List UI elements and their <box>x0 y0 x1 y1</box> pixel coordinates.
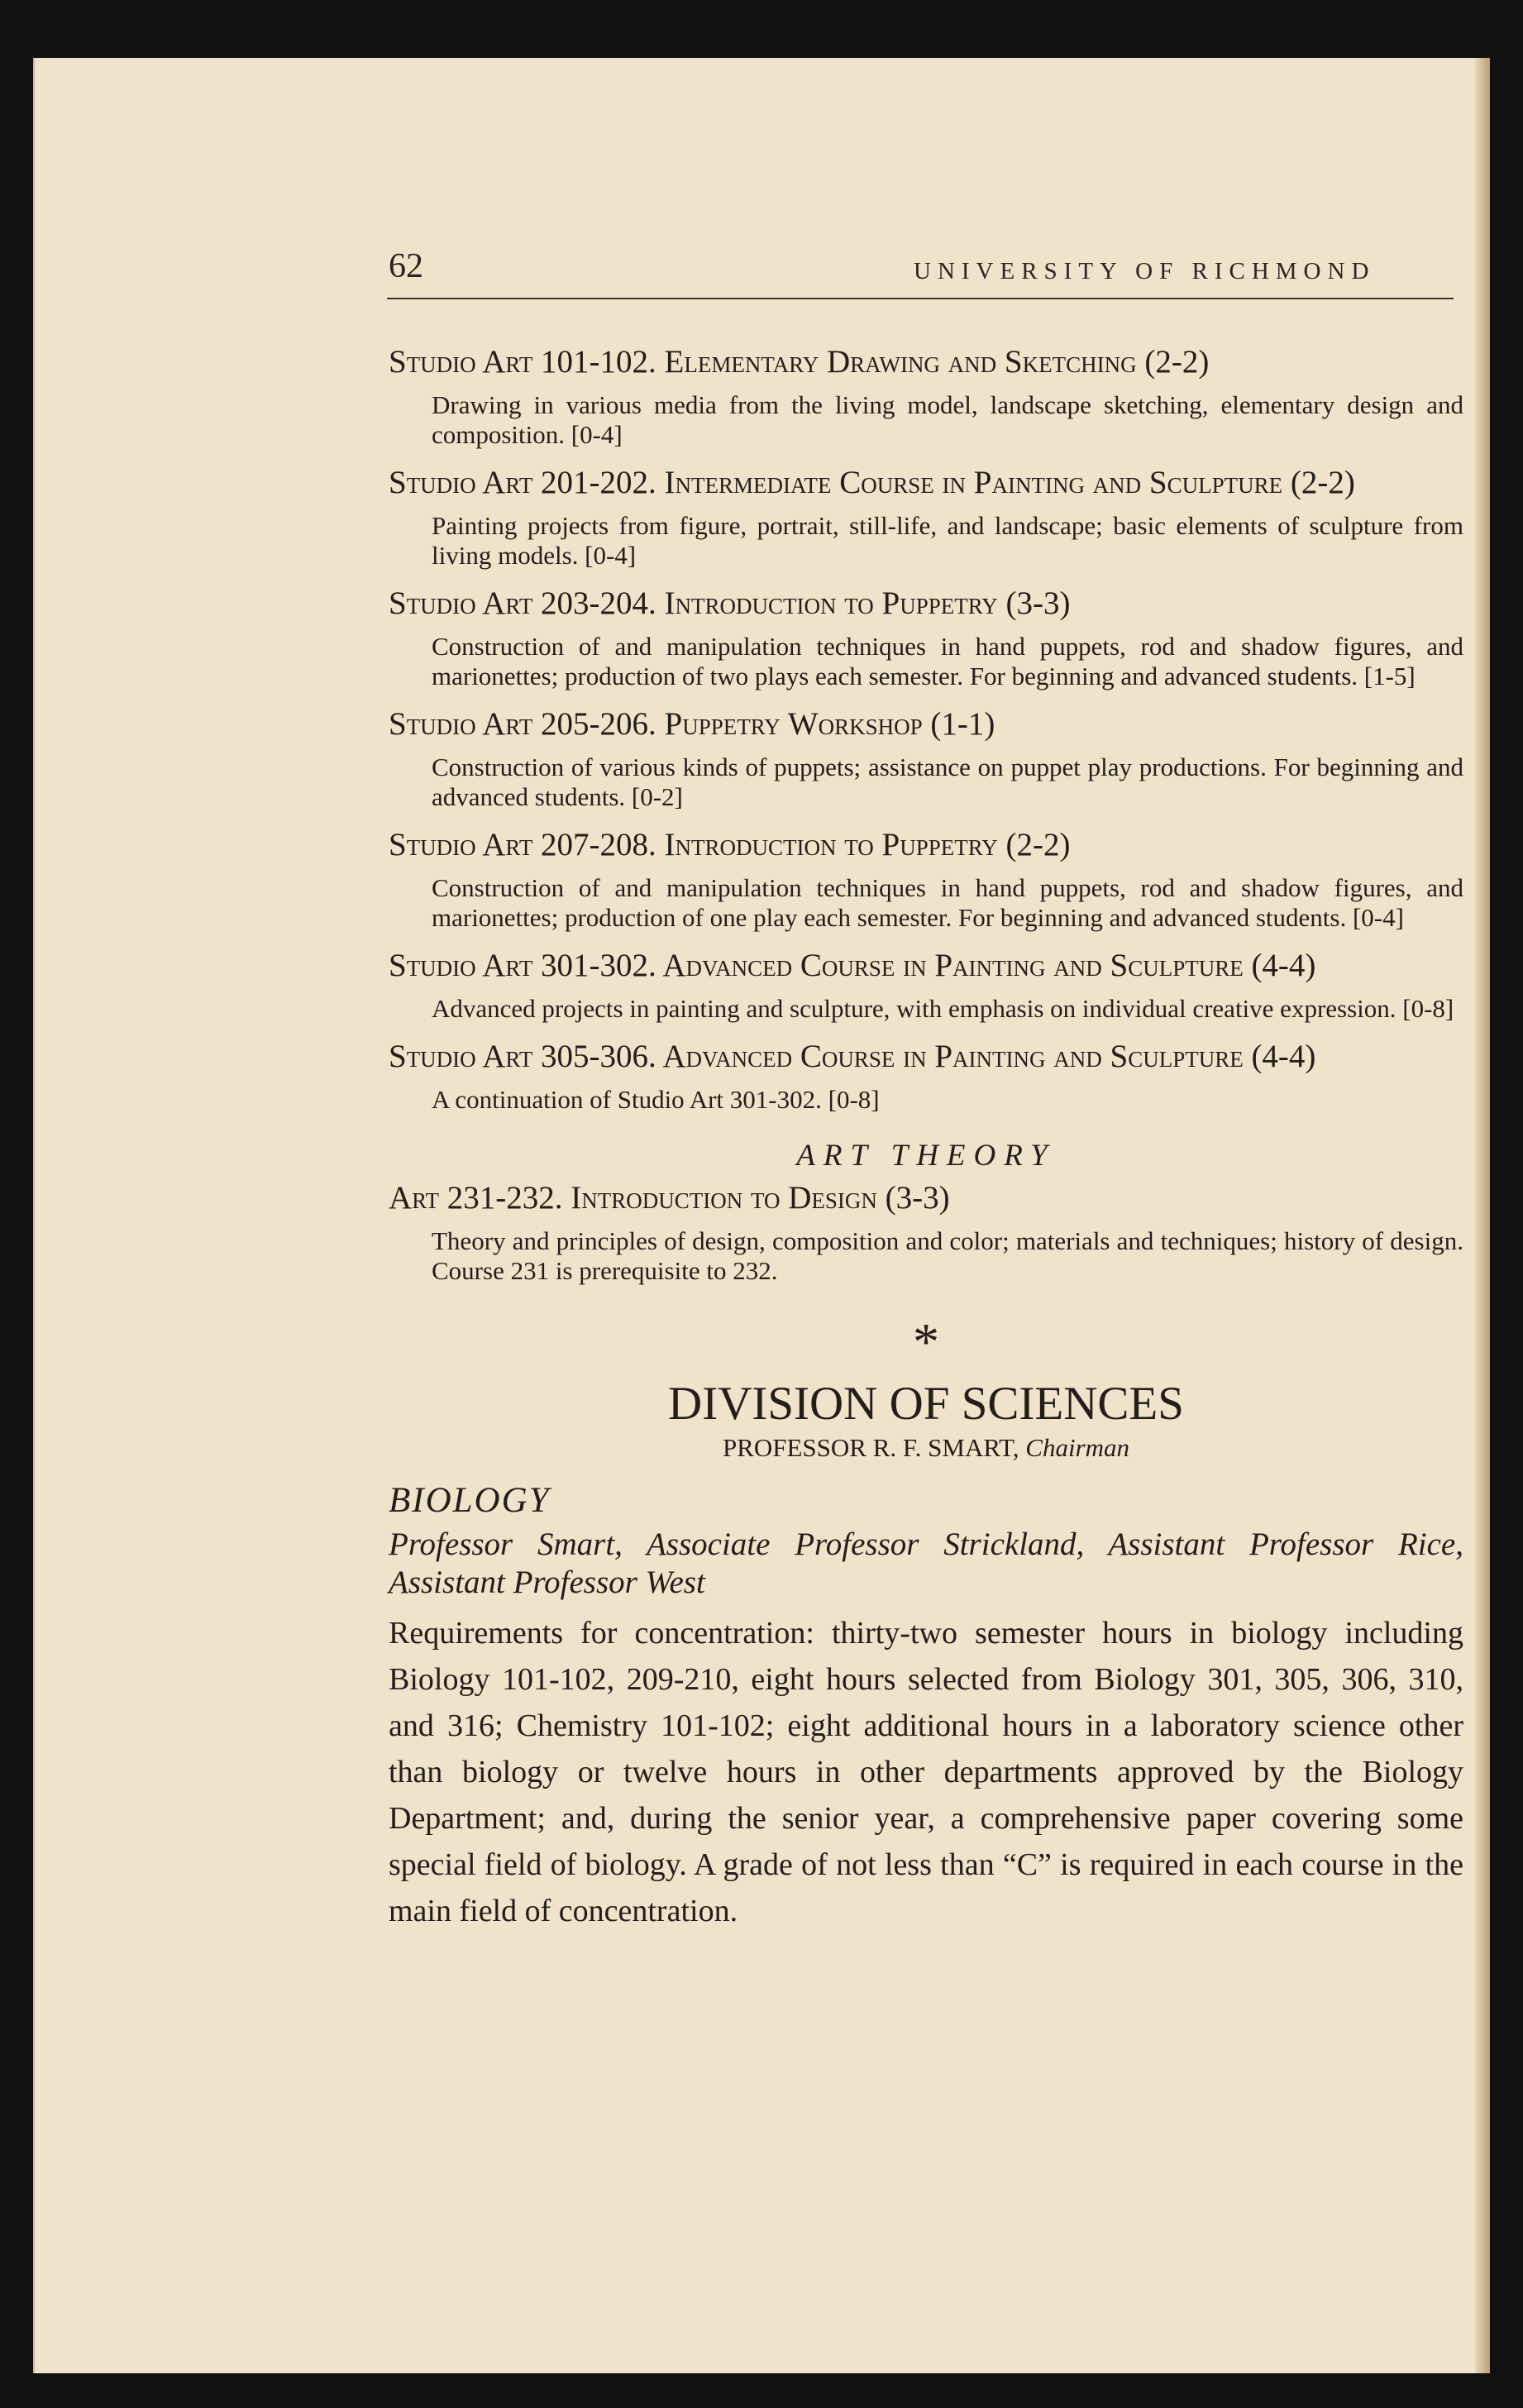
page-right-edge <box>1475 58 1490 2373</box>
page-content <box>389 339 1463 1934</box>
course-entry <box>389 1175 1463 1286</box>
page-number: 62 <box>389 247 423 285</box>
course-title: Art 231-232. Introduction to Design (3-3) <box>389 1180 950 1216</box>
course-title: Studio Art 301-302. Advanced Course in Painting and Sculpture (4-4) <box>389 948 1316 983</box>
course-description: Painting projects from figure, portrait, still-life, and landscape; basic elements of sculpture from living models. [0-4] <box>432 511 1463 570</box>
course-title: Studio Art 205-206. Puppetry Workshop (1-1) <box>389 706 995 742</box>
department-title: BIOLOGY <box>389 1481 551 1520</box>
asterisk-separator: * <box>913 1312 939 1371</box>
course-title: Studio Art 305-306. Advanced Course in Painting and Sculpture (4-4) <box>389 1039 1316 1074</box>
running-head: UNIVERSITY OF RICHMOND <box>914 258 1376 284</box>
course-description: Construction of and manipulation techniques in hand puppets, rod and shadow figures, and marionettes; production of two plays each semester. For beginning and advanced students. [1-5] <box>432 632 1463 690</box>
course-title: Studio Art 201-202. Intermediate Course in Painting and Sculpture (2-2) <box>389 465 1355 500</box>
course-description: A continuation of Studio Art 301-302. [0-8] <box>432 1085 880 1114</box>
course-description: Construction of various kinds of puppets; assistance on puppet play productions. For beginning and advanced students. [0-2] <box>432 752 1463 811</box>
course-description: Construction of and manipulation techniques in hand puppets, rod and shadow figures, and marionettes; production of one play each semester. For beginning and advanced students. [0-4] <box>432 873 1463 932</box>
division-title: DIVISION OF SCIENCES <box>668 1378 1184 1430</box>
concentration-requirements: Requirements for concentration: thirty-two semester hours in biology including Biology 101-102, 209-210, eight hours selected from Biology 301, 305, 306, 310, and 316; Chemistry 101-102; eight additional hours in a laboratory science other than biology or twelve hours in other departments approved by the Biology Department; and, during the senior year, a comprehensive paper covering some special field of biology. A grade of not less than “C” is required in each course in the main field of concentration. <box>389 1616 1463 1928</box>
course-entry <box>389 1034 1463 1115</box>
course-entry <box>389 460 1463 571</box>
course-title: Studio Art 207-208. Introduction to Puppetry (2-2) <box>389 827 1071 862</box>
chairman-name: PROFESSOR R. F. SMART, <box>722 1433 1019 1462</box>
course-description: Theory and principles of design, composition and color; materials and techniques; history of design. Course 231 is prerequisite to 232. <box>432 1226 1463 1285</box>
course-description: Drawing in various media from the living model, landscape sketching, elementary design and composition. [0-4] <box>432 390 1463 449</box>
course-entry <box>389 580 1463 691</box>
course-title: Studio Art 101-102. Elementary Drawing and Sketching (2-2) <box>389 344 1210 380</box>
faculty-list: Professor Smart, Associate Professor Strickland, Assistant Professor Rice, Assistant Professor West <box>389 1526 1463 1600</box>
division-chairman <box>389 1431 1463 1464</box>
course-entry <box>389 822 1463 933</box>
course-entry <box>389 943 1463 1024</box>
course-title: Studio Art 203-204. Introduction to Puppetry (3-3) <box>389 585 1071 621</box>
course-description: Advanced projects in painting and sculpture, with emphasis on individual creative expression. [0-8] <box>432 994 1454 1023</box>
course-entry <box>389 339 1463 450</box>
chairman-role: Chairman <box>1025 1433 1130 1462</box>
course-entry <box>389 701 1463 812</box>
art-theory-heading: ART THEORY <box>796 1139 1056 1173</box>
header-rule <box>387 298 1454 299</box>
